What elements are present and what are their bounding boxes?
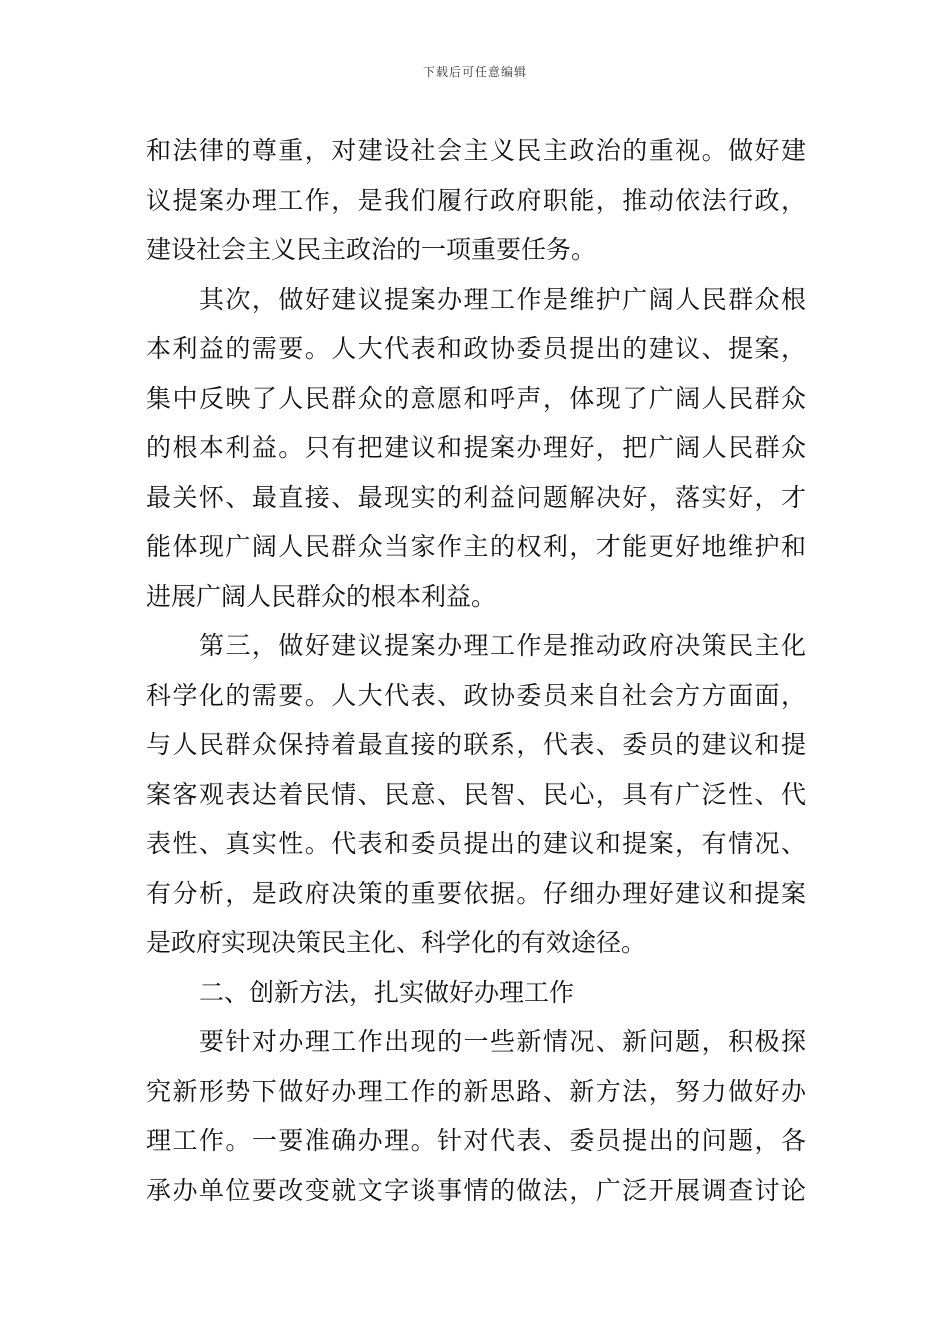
text-line: 能体现广阔人民群众当家作主的权利，才能更好地维护和 [146, 532, 806, 561]
text-line: 与人民群众保持着最直接的联系，代表、委员的建议和提 [146, 730, 806, 759]
text-line: 表性、真实性。代表和委员提出的建议和提案，有情况、 [146, 829, 806, 858]
text-line: 有分析，是政府决策的重要依据。仔细办理好建议和提案 [146, 878, 806, 908]
text-line: 建设社会主义民主政治的一项重要任务。 [146, 235, 597, 264]
text-line: 的根本利益。只有把建议和提案办理好，把广阔人民群众 [146, 433, 806, 462]
text-line: 进展广阔人民群众的根本利益。 [146, 581, 497, 611]
text-line: 是政府实现决策民主化、科学化的有效途径。 [146, 928, 647, 957]
text-line: 和法律的尊重，对建设社会主义民主政治的重视。做好建 [146, 136, 806, 165]
text-line: 其次，做好建议提案办理工作是维护广阔人民群众根 [199, 284, 806, 314]
page-header: 下载后可任意编辑 [422, 65, 527, 79]
text-line: 最关怀、最直接、最现实的利益问题解决好，落实好，才 [146, 482, 806, 512]
text-line: 集中反映了人民群众的意愿和呼声，体现了广阔人民群众 [146, 383, 806, 413]
text-line: 承办单位要改变就文字谈事情的做法，广泛开展调查讨论 [146, 1175, 806, 1205]
text-line: 科学化的需要。人大代表、政协委员来自社会方方面面， [146, 680, 806, 710]
text-line: 究新形势下做好办理工作的新思路、新方法，努力做好办 [146, 1076, 806, 1106]
text-line: 理工作。一要准确办理。针对代表、委员提出的问题，各 [146, 1126, 806, 1155]
text-line: 二、创新方法，扎实做好办理工作 [199, 977, 575, 1007]
document-body [146, 126, 806, 1215]
text-line: 要针对办理工作出现的一些新情况、新问题，积极探 [199, 1027, 806, 1056]
text-line: 议提案办理工作，是我们履行政府职能，推动依法行政， [146, 185, 806, 215]
text-line: 本利益的需要。人大代表和政协委员提出的建议、提案， [146, 334, 806, 363]
text-line: 案客观表达着民情、民意、民智、民心，具有广泛性、代 [146, 779, 806, 809]
text-line: 第三，做好建议提案办理工作是推动政府决策民主化 [199, 631, 806, 660]
